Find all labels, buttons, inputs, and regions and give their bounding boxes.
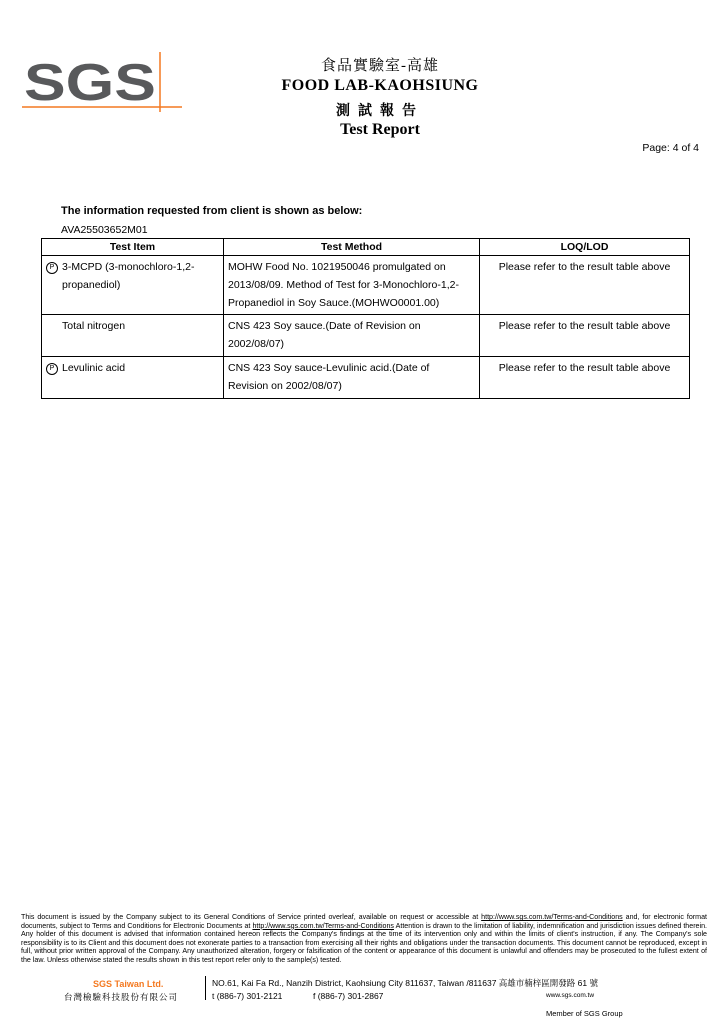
test-method-line: MOHW Food No. 1021950046 promulgated on [228,261,446,273]
cell-loq-lod: Please refer to the result table above [480,315,690,357]
cell-test-method [224,315,480,357]
footer-website[interactable]: www.sgs.com.tw [546,992,595,999]
footer-address: NO.61, Kai Fa Rd., Nanzih District, Kaohsiung City 811637, Taiwan /811637 高雄市楠梓區開發路 61 號 [212,978,598,988]
test-method-line: CNS 423 Soy sauce-Levulinic acid.(Date of [228,362,430,374]
test-item-line: Levulinic acid [62,362,126,374]
cell-loq-lod: Please refer to the result table above [480,357,690,399]
footer-divider [205,976,206,1000]
footer-phone: t (886-7) 301-2121 [212,991,283,1001]
reference-number: AVA25503652M01 [61,224,148,236]
test-method-line: Propanediol in Soy Sauce.(MOHWO0001.00) [228,297,440,309]
test-item-name [62,359,125,377]
cell-test-item [42,315,224,357]
cell-test-item [42,357,224,399]
table-body [42,256,690,399]
disclaimer-text-2: and, for electronic format documents, subject to Terms and Conditions for Electronic Documents at [21,913,707,930]
lab-name-chinese: 食品實驗室-高雄 [321,58,439,74]
lab-name-english: FOOD LAB-KAOHSIUNG [281,77,479,94]
footer-member-note: Member of SGS Group [546,1009,623,1018]
column-header-test-method: Test Method [224,239,480,256]
intro-text: The information requested from client is shown as below: [61,205,363,217]
footer-company-english: SGS Taiwan Ltd. [93,979,164,989]
terms-link-1[interactable]: http://www.sgs.com.tw/Terms-and-Conditions [481,913,623,921]
column-header-loq-lod: LOQ/LOD [480,239,690,256]
cell-test-item [42,256,224,315]
test-item-line: Total nitrogen [62,320,126,332]
terms-link-2[interactable]: http://www.sgs.com.tw/Terms-and-Conditions [252,921,394,930]
test-method-line: 2002/08/07) [228,338,285,350]
legal-disclaimer [21,913,707,965]
test-method-line: 2013/08/09. Method of Test for 3-Monochloro-1,2- [228,279,459,291]
test-item-line: propanediol) [62,279,121,291]
disclaimer-text-3: Attention is drawn to the limitation of liability, indemnification and jurisdiction issues defined therein. Any holder of this document is advised that information contained hereon reflects the Company's findings at the time of its intervention only and within the limits of client's instruction, if any. The Company's sole responsibility is to its Client and this document does not exonerate parties to a transaction from exercising all their rights and obligations under the transaction documents. This document cannot be reproduced, except in full, without prior written approval of the Company. Any unauthorized alteration, forgery or falsification of the content or appearance of this document is unlawful and offenders may be prosecuted to the fullest extent of the law. Unless otherwise stated the results shown in this test report refer only to the sample(s) tested. [21,921,707,964]
loq-table [41,238,690,399]
disclaimer-text-1: This document is issued by the Company subject to its General Conditions of Service printed overleaf, available on request or accessible at [21,913,482,921]
p-mark-icon: P [46,262,58,274]
page-indicator: Page: 4 of 4 [642,142,699,154]
test-method-line: Revision on 2002/08/07) [228,380,342,392]
footer-fax: f (886-7) 301-2867 [313,991,384,1001]
test-method-line: CNS 423 Soy sauce.(Date of Revision on [228,320,421,332]
table-row [42,357,690,399]
test-item-name [62,317,125,335]
cell-test-method [224,256,480,315]
test-item-line: 3-MCPD (3-monochloro-1,2- [62,261,195,273]
footer-company-chinese: 台灣檢驗科技股份有限公司 [64,993,179,1003]
report-title-english: Test Report [340,121,420,138]
logo-text: SGS [24,54,156,112]
report-title-chinese: 測試報告 [336,104,424,119]
table-header-row [42,239,690,256]
test-item-name [62,258,194,294]
table-row [42,315,690,357]
p-mark-icon: P [46,363,58,375]
table-row [42,256,690,315]
cell-loq-lod: Please refer to the result table above [480,256,690,315]
cell-test-method [224,357,480,399]
column-header-test-item: Test Item [42,239,224,256]
